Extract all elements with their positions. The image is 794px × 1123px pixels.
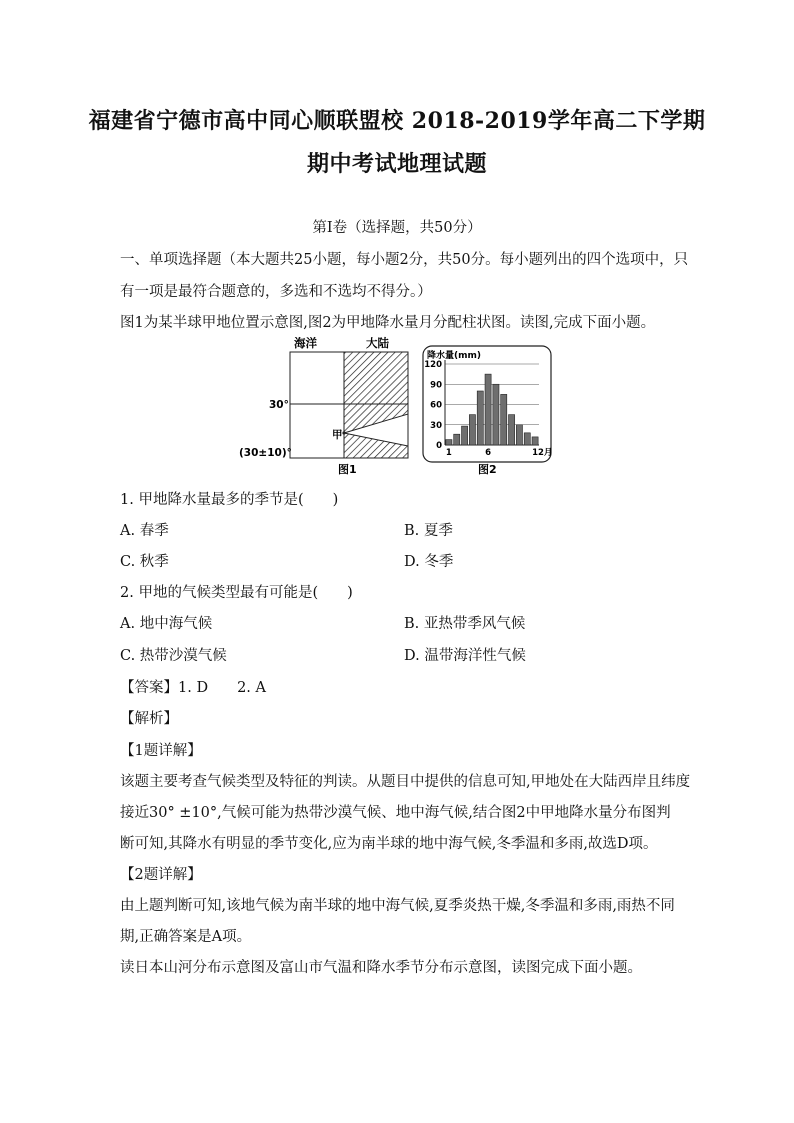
detail2-line2: 期,正确答案是A项。 [120,929,252,945]
y-tick-label: 60 [430,400,442,411]
figure-svg [236,334,556,484]
q2-stem: 2. 甲地的气候类型最有可能是( ) [120,585,353,601]
q2-option-a: A. 地中海气候 [120,616,213,632]
precip-bar [446,440,452,445]
precip-bar [493,384,499,445]
next-question-group-intro: 读日本山河分布示意图及富山市气温和降水季节分布示意图，读图完成下面小题。 [120,960,642,976]
q1-option-b: B. 夏季 [404,523,453,539]
detail2-line1: 由上题判断可知,该地气候为南半球的地中海气候,夏季炎热干燥,冬季温和多雨,雨热不同 [120,898,675,914]
q1-option-c: C. 秋季 [120,554,169,570]
y-tick-label: 30 [430,420,442,431]
precip-bar [509,415,515,445]
y-tick-label: 90 [430,380,442,391]
figure2 [423,346,552,476]
q2-option-c: C. 热带沙漠气候 [120,648,227,664]
q1-stem: 1. 甲地降水量最多的季节是( ) [120,492,339,508]
point-jia-label: 甲 [332,429,343,441]
x-tick-label: 12月 [532,448,553,458]
precip-bar [462,426,468,445]
ocean-label: 海洋 [294,336,317,350]
q1-option-d: D. 冬季 [404,554,454,570]
figure1 [239,336,408,476]
precip-bar [524,433,530,445]
x-tick-label: 1 [445,448,452,458]
latitude-label-30pm10: (30±10)° [239,447,292,459]
analysis-heading: 【解析】 [120,711,178,727]
fig1-caption: 图1 [338,463,357,476]
precip-bar [469,415,475,445]
detail1-line1: 该题主要考查气候类型及特征的判读。从题目中提供的信息可知,甲地处在大陆西岸且纬度 [120,774,691,790]
figure-block [236,334,556,484]
precip-bar [516,425,522,445]
y-tick-label: 120 [424,360,442,370]
precip-bar [501,394,507,445]
x-tick-label: 6 [485,448,492,458]
land-label: 大陆 [366,336,389,350]
section-header: 第Ⅰ卷（选择题，共50分） [312,220,482,236]
question-group-intro: 图1为某半球甲地位置示意图,图2为甲地降水量月分配柱状图。读图,完成下面小题。 [120,315,656,331]
y-tick-label: 0 [436,441,442,451]
detail1-line2: 接近30° ±10°,气候可能为热带沙漠气候、地中海气候,结合图2中甲地降水量分布图判 [120,805,671,821]
q1-option-a: A. 春季 [120,523,169,539]
precip-bar [454,434,460,445]
y-axis-title: 降水量(mm) [427,351,481,361]
answer-line: 【答案】1. D 2. A [120,680,266,696]
precip-bar [477,391,483,445]
precip-bar [532,437,538,445]
precip-bar [485,374,491,445]
document-title-line1: 福建省宁德市高中同心顺联盟校 2018-2019学年高二下学期 [88,108,706,134]
detail2-heading: 【2题详解】 [120,867,202,883]
latitude-label-30: 30° [269,399,289,411]
detail1-heading: 【1题详解】 [120,743,202,759]
fig2-caption: 图2 [478,463,497,476]
detail1-line3: 断可知,其降水有明显的季节变化,应为南半球的地中海气候,冬季温和多雨,故选D项。 [120,836,658,852]
instructions-line1: 一、单项选择题（本大题共25小题，每小题2分，共50分。每小题列出的四个选项中，只 [120,252,689,268]
instructions-line2: 有一项是最符合题意的，多选和不选均不得分。） [120,284,432,300]
document-title-line2: 期中考试地理试题 [306,151,487,177]
q2-option-b: B. 亚热带季风气候 [404,616,526,632]
q2-option-d: D. 温带海洋性气候 [404,648,526,664]
